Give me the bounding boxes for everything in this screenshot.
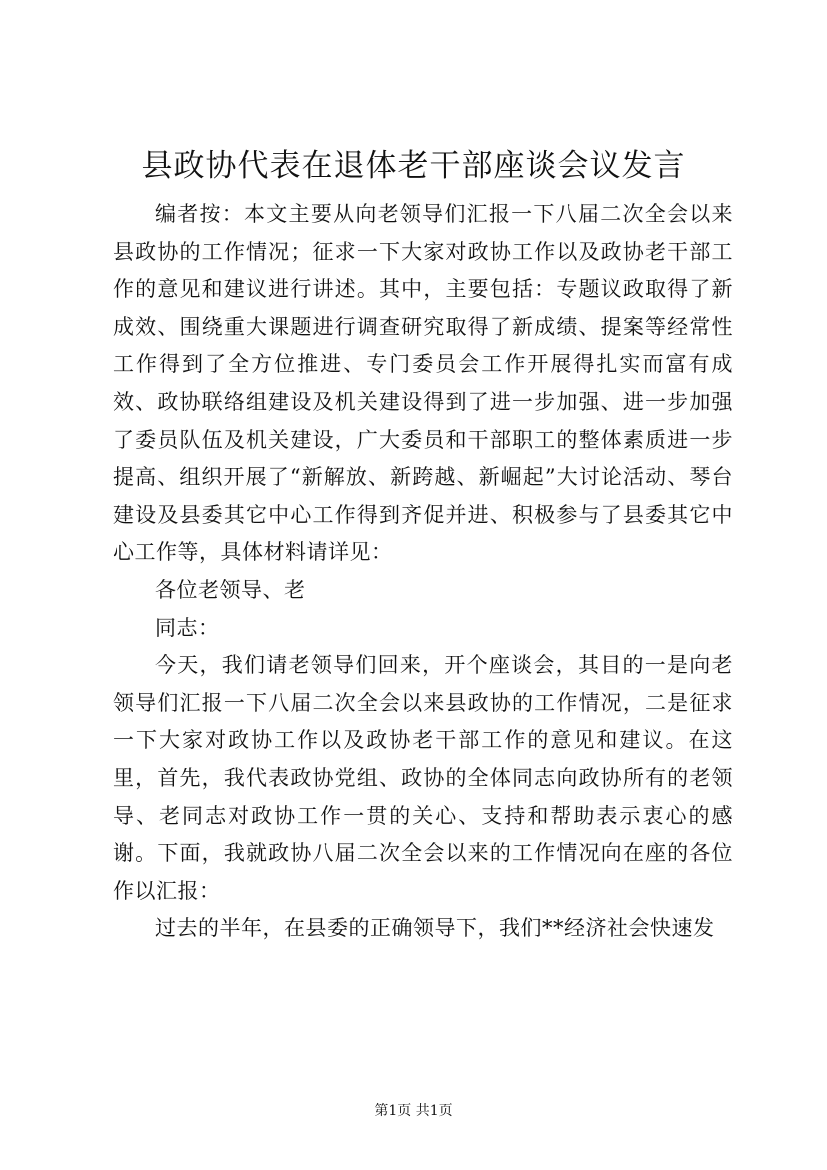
document-title: 县政协代表在退体老干部座谈会议发言 — [141, 148, 686, 184]
salutation-line-2: 同志： — [155, 615, 220, 640]
salutation-line-1: 各位老领导、老 — [155, 577, 306, 602]
speech-paragraph: 今天，我们请老领导们回来，开个座谈会，其目的一是向老领导们汇报一下八届二次全会以来县政协的工作情况，二是征求一下大家对政协工作以及政协老干部工作的意见和建议。在这里，首先，我代表政协党组、政协的全体同志向政协所有的老领导、老同志对政协工作一贯的关心、支持和帮助表示衷心的感谢。下面，我就政协八届二次全会以来的工作情况向在座的各位作以汇报： — [113, 653, 733, 903]
editor-note-paragraph: 编者按：本文主要从向老领导们汇报一下八届二次全会以来县政协的工作情况；征求一下大家对政协工作以及政协老干部工作的意见和建议进行讲述。其中，主要包括：专题议政取得了新成效、围绕重大课题进行调查研究取得了新成绩、提案等经常性工作得到了全方位推进、专门委员会工作开展得扎实而富有成效、政协联络组建设及机关建设得到了进一步加强、进一步加强了委员队伍及机关建设，广大委员和干部职工的整体素质进一步提高、组织开展了“新解放、新跨越、新崛起”大讨论活动、琴台建设及县委其它中心工作得到齐促并进、积极参与了县委其它中心工作等，具体材料请详见： — [113, 202, 733, 565]
page-number-footer: 第1页 共1页 — [374, 1103, 453, 1119]
speech-paragraph: 过去的半年，在县委的正确领导下，我们**经济社会快速发 — [155, 916, 715, 941]
document-body — [113, 196, 733, 948]
